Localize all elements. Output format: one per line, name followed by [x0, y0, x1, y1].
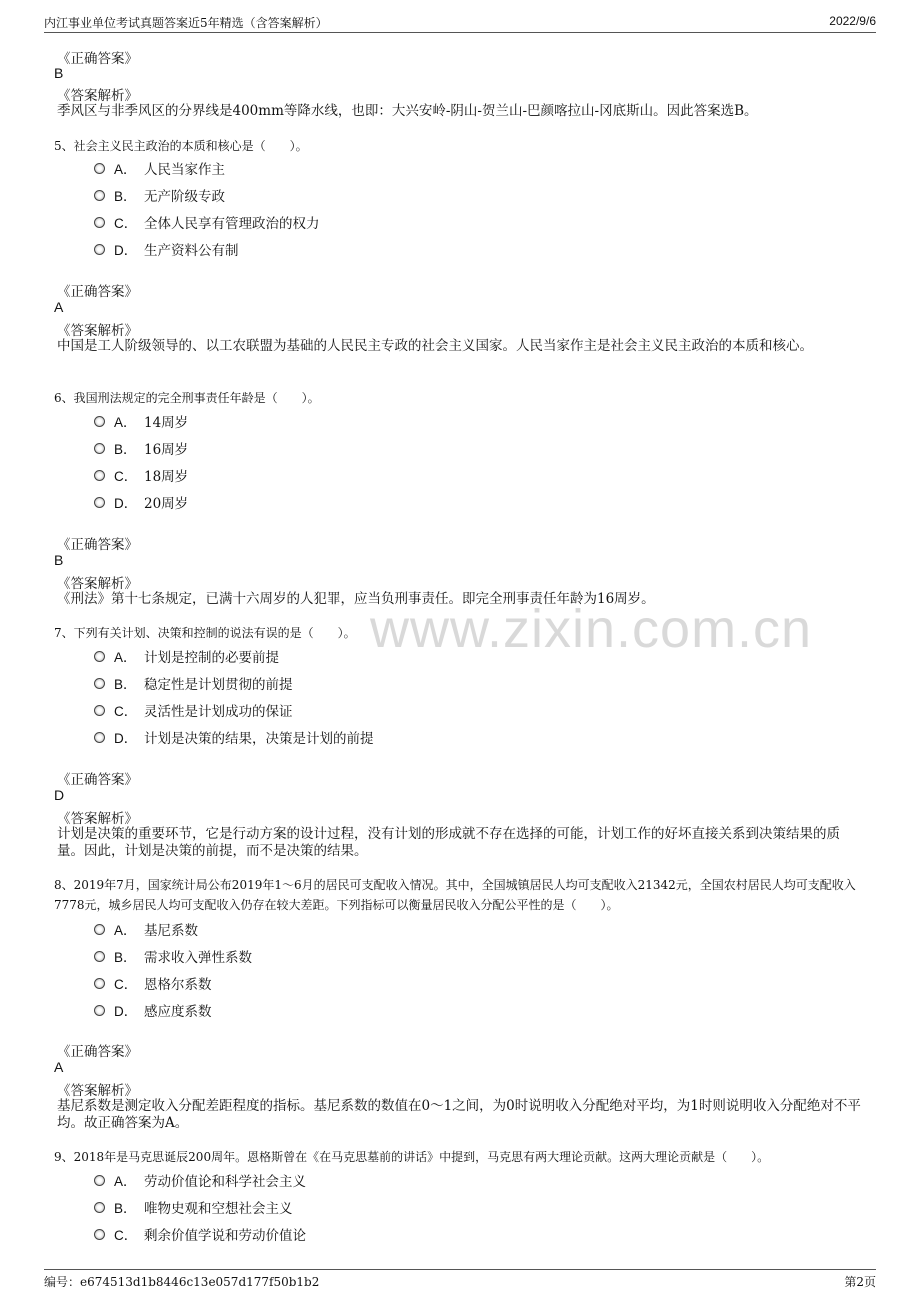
answer-value: D — [54, 787, 65, 803]
radio-icon[interactable] — [94, 951, 105, 962]
analysis-label: 《答案解析》 — [57, 88, 138, 104]
option-letter: A． — [114, 1174, 137, 1189]
option-text: 唯物史观和空想社会主义 — [144, 1201, 293, 1217]
radio-icon[interactable] — [94, 1005, 105, 1016]
option-text: 恩格尔系数 — [144, 977, 212, 993]
answer-label: 《正确答案》 — [57, 537, 138, 553]
option-text: 生产资料公有制 — [144, 243, 239, 259]
header-date: 2022/9/6 — [829, 14, 876, 28]
option-text: 20周岁 — [144, 496, 189, 512]
option-text: 16周岁 — [144, 442, 189, 458]
option-letter: C． — [114, 977, 138, 992]
radio-icon[interactable] — [94, 924, 105, 935]
option-letter: A． — [114, 650, 137, 665]
analysis-label: 《答案解析》 — [57, 1083, 138, 1099]
option-letter: A． — [114, 923, 137, 938]
option-text: 劳动价值论和科学社会主义 — [144, 1174, 306, 1190]
document-code: 编号：e674513d1b8446c13e057d177f50b1b2 — [44, 1275, 320, 1289]
option-text: 稳定性是计划贯彻的前提 — [144, 677, 293, 693]
radio-icon[interactable] — [94, 732, 105, 743]
option-letter: C． — [114, 216, 138, 231]
radio-icon[interactable] — [94, 217, 105, 228]
option-text: 基尼系数 — [144, 923, 198, 939]
option-letter: D． — [114, 1004, 138, 1019]
analysis-label: 《答案解析》 — [57, 323, 138, 339]
option-letter: B． — [114, 1201, 137, 1216]
answer-value: B — [54, 552, 64, 568]
question-text: 7、下列有关计划、决策和控制的说法有误的是（ ）。 — [54, 626, 356, 640]
option-letter: D． — [114, 496, 138, 511]
answer-value: B — [54, 65, 64, 81]
option-letter: B． — [114, 442, 137, 457]
question-text: 6、我国刑法规定的完全刑事责任年龄是（ ）。 — [54, 391, 320, 405]
radio-icon[interactable] — [94, 497, 105, 508]
radio-icon[interactable] — [94, 1175, 105, 1186]
analysis-label: 《答案解析》 — [57, 576, 138, 592]
radio-icon[interactable] — [94, 416, 105, 427]
option-letter: B． — [114, 677, 137, 692]
option-letter: B． — [114, 950, 137, 965]
option-text: 14周岁 — [144, 415, 189, 431]
radio-icon[interactable] — [94, 470, 105, 481]
answer-value: A — [54, 299, 64, 315]
question-text: 8、2019年7月，国家统计局公布2019年1～6月的居民可支配收入情况。其中，全国城镇居民人均可支配收入21342元，全国农村居民人均可支配收入7778元，城乡居民人均可支配收入仍存在较大差距。下列指标可以衡量居民收入分配公平性的是（ ）。 — [54, 878, 856, 912]
radio-icon[interactable] — [94, 1202, 105, 1213]
analysis-text: 《刑法》第十七条规定，已满十六周岁的人犯罪，应当负刑事责任。即完全刑事责任年龄为16周岁。 — [57, 591, 655, 607]
answer-value: A — [54, 1059, 64, 1075]
radio-icon[interactable] — [94, 163, 105, 174]
question-text: 9、2018年是马克思诞辰200周年。恩格斯曾在《在马克思墓前的讲话》中提到，马克思有两大理论贡献。这两大理论贡献是（ ）。 — [54, 1150, 770, 1164]
option-letter: D． — [114, 243, 138, 258]
option-letter: A． — [114, 162, 137, 177]
radio-icon[interactable] — [94, 190, 105, 201]
option-letter: A． — [114, 415, 137, 430]
option-text: 无产阶级专政 — [144, 189, 225, 205]
option-letter: D． — [114, 731, 138, 746]
option-text: 人民当家作主 — [144, 162, 225, 178]
option-text: 剩余价值学说和劳动价值论 — [144, 1228, 306, 1244]
answer-label: 《正确答案》 — [57, 284, 138, 300]
radio-icon[interactable] — [94, 705, 105, 716]
watermark: www.zixin.com.cn — [370, 599, 813, 659]
option-text: 计划是决策的结果，决策是计划的前提 — [144, 731, 374, 747]
radio-icon[interactable] — [94, 244, 105, 255]
option-text: 计划是控制的必要前提 — [144, 650, 279, 666]
option-text: 全体人民享有管理政治的权力 — [144, 216, 320, 232]
analysis-text: 计划是决策的重要环节，它是行动方案的设计过程，没有计划的形成就不存在选择的可能，计划工作的好坏直接关系到决策结果的质量。因此，计划是决策的前提，而不是决策的结果。 — [57, 826, 840, 859]
answer-label: 《正确答案》 — [57, 772, 138, 788]
analysis-text: 中国是工人阶级领导的、以工农联盟为基础的人民民主专政的社会主义国家。人民当家作主是社会主义民主政治的本质和核心。 — [57, 338, 813, 354]
page-number: 第2页 — [844, 1275, 876, 1289]
radio-icon[interactable] — [94, 978, 105, 989]
analysis-text: 基尼系数是测定收入分配差距程度的指标。基尼系数的数值在0～1之间，为0时说明收入分配绝对平均，为1时则说明收入分配绝对不平均。故正确答案为A。 — [57, 1098, 861, 1131]
radio-icon[interactable] — [94, 678, 105, 689]
analysis-text: 季风区与非季风区的分界线是400mm等降水线，也即：大兴安岭-阴山-贺兰山-巴颜喀拉山-冈底斯山。因此答案选B。 — [57, 103, 758, 119]
option-text: 需求收入弹性系数 — [144, 950, 252, 966]
option-letter: B． — [114, 189, 137, 204]
radio-icon[interactable] — [94, 651, 105, 662]
option-text: 灵活性是计划成功的保证 — [144, 704, 293, 720]
option-letter: C． — [114, 469, 138, 484]
option-text: 感应度系数 — [144, 1004, 212, 1020]
page-header — [44, 14, 876, 33]
analysis-label: 《答案解析》 — [57, 811, 138, 827]
question-text: 5、社会主义民主政治的本质和核心是（ ）。 — [54, 139, 308, 153]
page-footer — [44, 1269, 876, 1290]
document-title: 内江事业单位考试真题答案近5年精选（含答案解析） — [44, 16, 328, 30]
answer-label: 《正确答案》 — [57, 51, 138, 67]
option-letter: C． — [114, 1228, 138, 1243]
option-letter: C． — [114, 704, 138, 719]
radio-icon[interactable] — [94, 1229, 105, 1240]
radio-icon[interactable] — [94, 443, 105, 454]
answer-label: 《正确答案》 — [57, 1044, 138, 1060]
option-text: 18周岁 — [144, 469, 189, 485]
